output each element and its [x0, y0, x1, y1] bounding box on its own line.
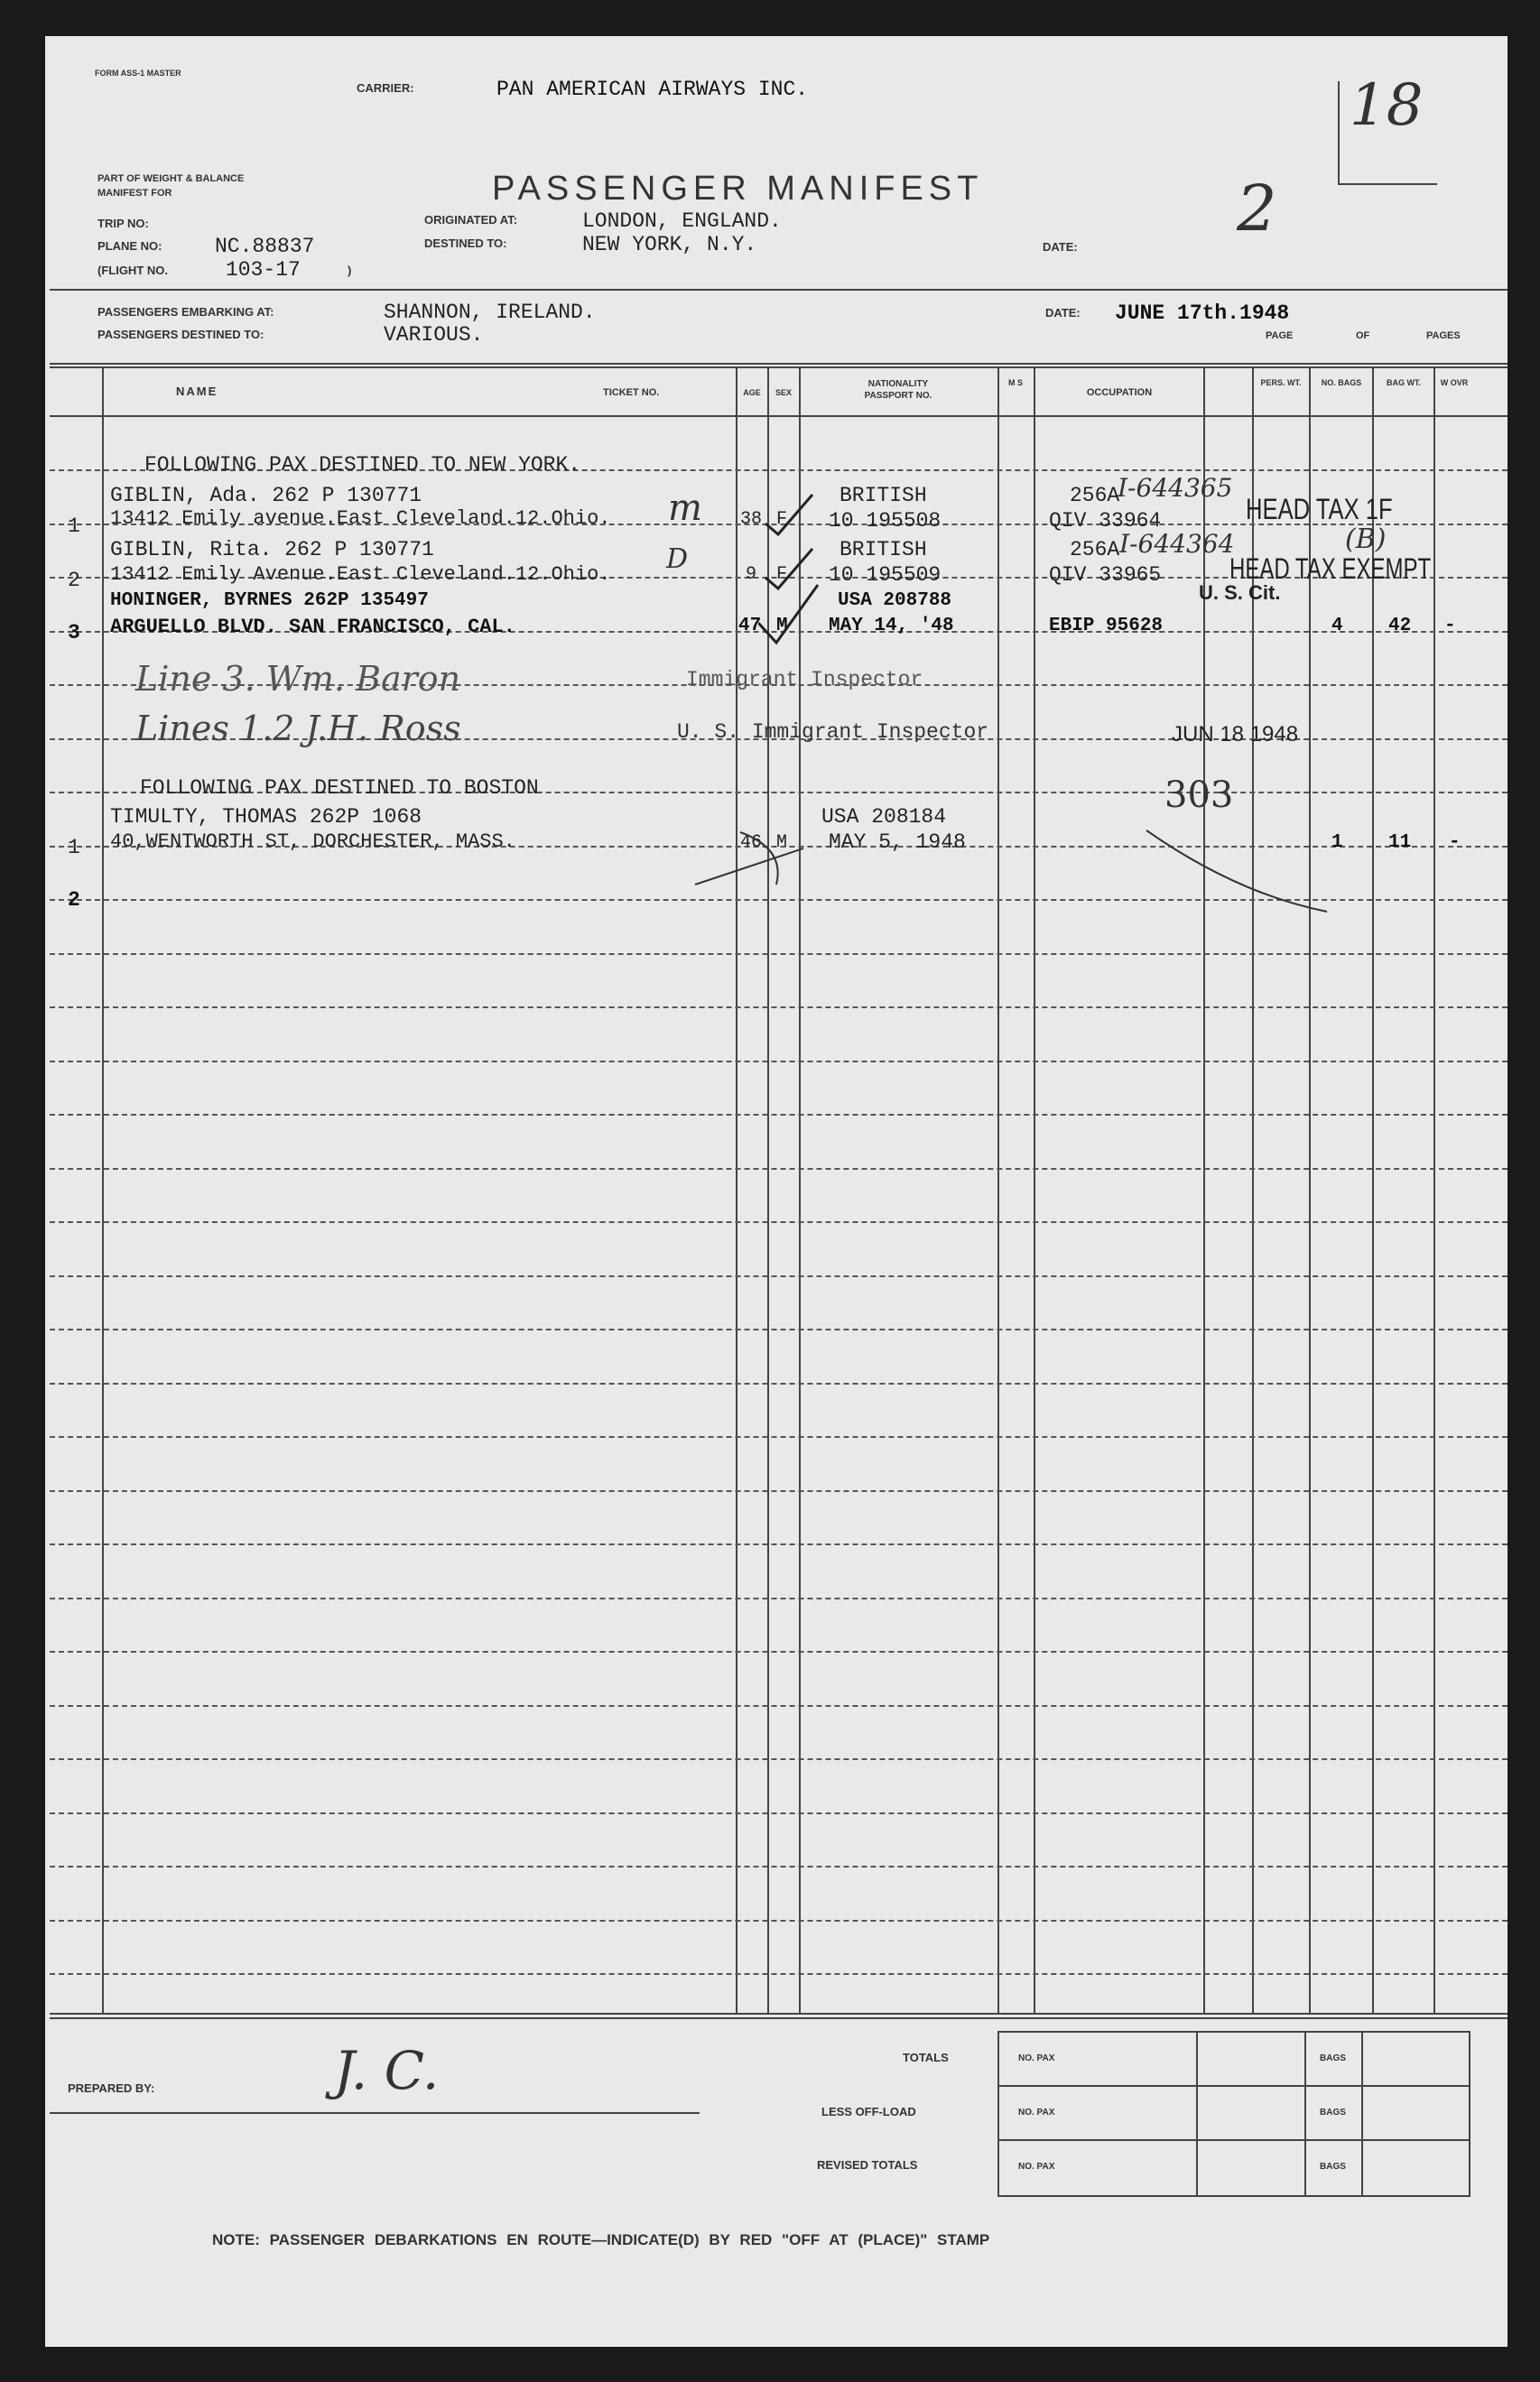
- col-header-sex: SEX: [775, 388, 792, 397]
- passenger-passport: 10 195508: [829, 509, 942, 533]
- passenger-sex: M: [776, 616, 788, 636]
- row-rule: [50, 1543, 1508, 1545]
- passenger-address: 40,WENTWORTH ST, DORCHESTER, MASS.: [110, 830, 515, 853]
- prepared-line: [50, 2112, 700, 2114]
- passenger-address: 13412 Emily avenue.East Cleveland.12.Ohio.: [110, 507, 611, 530]
- col-header-ms: M S: [1007, 378, 1023, 387]
- passenger-age: 46: [740, 832, 763, 853]
- col-header-passport: PASSPORT NO.: [864, 391, 932, 401]
- row-number: 1: [68, 514, 80, 538]
- row-rule: [50, 1275, 1508, 1277]
- col-line-occ: [1203, 366, 1205, 2013]
- plane-label: PLANE NO:: [97, 239, 162, 253]
- row-number: 3: [68, 621, 80, 644]
- row-number: 2: [68, 888, 80, 912]
- totals-box-rule: [997, 2139, 1469, 2141]
- strike-line: [695, 848, 803, 885]
- prepared-signature: J. C.: [334, 2040, 440, 2101]
- passenger-name-ticket: HONINGER, BYRNES 262P 135497: [110, 590, 429, 611]
- page-mark-2: 2: [1237, 171, 1277, 246]
- page-title: PASSENGER MANIFEST: [492, 170, 984, 208]
- inspector1-title: Immigrant Inspector: [686, 668, 923, 691]
- passenger-nationality: USA 208184: [821, 805, 947, 829]
- header-rule: [50, 289, 1508, 291]
- row-rule: [50, 1006, 1508, 1008]
- head-tax-note: (B): [1345, 524, 1387, 555]
- check-mark: [758, 585, 818, 643]
- row-rule: [50, 1490, 1508, 1492]
- embarking-value: SHANNON, IRELAND.: [384, 301, 596, 324]
- passenger-passport: MAY 5, 1948: [829, 830, 966, 854]
- head-tax-stamp: HEAD TAX 1F: [1246, 493, 1393, 525]
- form-number: FORM ASS-1 MASTER: [95, 69, 181, 78]
- inspection-date-stamp: JUN 18 1948: [1172, 722, 1299, 746]
- passenger-age: 9: [746, 564, 757, 585]
- revised-totals-label: REVISED TOTALS: [817, 2158, 918, 2172]
- row-rule: [50, 1866, 1508, 1868]
- col-line-ovr: [1433, 366, 1435, 2013]
- col-header-name: NAME: [176, 385, 218, 398]
- of-label: OF: [1356, 330, 1370, 341]
- check-mark: [765, 549, 812, 589]
- passenger-sex: F: [776, 509, 788, 530]
- no-pax-label: NO. PAX: [1018, 2053, 1055, 2063]
- occupation-handwritten: I-644364: [1119, 529, 1235, 559]
- page-mark-bracket-base: [1338, 183, 1437, 185]
- prepared-label: PREPARED BY:: [68, 2081, 155, 2095]
- inspector1-signature: Line 3. Wm. Baron: [135, 659, 461, 699]
- row-rule: [50, 1061, 1508, 1062]
- table-top-rule-2: [50, 366, 1508, 368]
- bags-label: BAGS: [1320, 2108, 1346, 2118]
- col-line-bagwt: [1372, 366, 1374, 2013]
- page-label: PAGE: [1266, 330, 1294, 341]
- occupation-code: 256A: [1070, 484, 1120, 507]
- col-header-no-bags: NO. BAGS: [1321, 378, 1362, 387]
- occupation-code: 256A: [1070, 538, 1120, 561]
- totals-box-divider: [1196, 2031, 1198, 2195]
- section-ny-heading: FOLLOWING PAX DESTINED TO NEW YORK.: [144, 453, 581, 477]
- carrier-label: CARRIER:: [357, 81, 414, 95]
- flight-label: (FLIGHT NO.: [97, 264, 168, 277]
- passenger-name-ticket: TIMULTY, THOMAS 262P 1068: [110, 805, 422, 829]
- strike-lines: [677, 794, 1363, 921]
- date-label: DATE:: [1043, 240, 1078, 254]
- boston-count-hand: 303: [1164, 774, 1234, 816]
- col-line-num: [102, 366, 104, 2013]
- page-mark-bracket: [1338, 81, 1340, 185]
- col-header-occupation: OCCUPATION: [1086, 387, 1153, 398]
- bags-label: BAGS: [1320, 2053, 1346, 2063]
- passenger-age: 47: [738, 616, 762, 636]
- carrier-value: PAN AMERICAN AIRWAYS INC.: [496, 78, 809, 101]
- row-rule: [50, 1598, 1508, 1599]
- passenger-passport: MAY 14, '48: [829, 616, 954, 636]
- destined-label: DESTINED TO:: [424, 236, 507, 250]
- no-pax-label: NO. PAX: [1018, 2108, 1055, 2118]
- mark-m: m: [668, 487, 702, 529]
- flight-value: 103-17: [226, 258, 301, 282]
- destined-pax-value: VARIOUS.: [384, 323, 484, 347]
- passenger-age: 38: [740, 509, 763, 530]
- col-line-pers: [1252, 366, 1254, 2013]
- table-top-rule: [50, 363, 1508, 365]
- row-rule: [50, 1329, 1508, 1330]
- date2-value: JUNE 17th.1948: [1115, 301, 1290, 325]
- head-tax-exempt-stamp: HEAD TAX EXEMPT: [1229, 552, 1432, 585]
- occupation-visa: EBIP 95628: [1049, 616, 1164, 636]
- row-rule: [50, 1920, 1508, 1922]
- bags-count: 4: [1331, 616, 1343, 636]
- embarking-label: PASSENGERS EMBARKING AT:: [97, 305, 274, 319]
- occupation-visa: QIV 33964: [1049, 509, 1162, 533]
- check-mark: [765, 495, 812, 534]
- destined-pax-label: PASSENGERS DESTINED TO:: [97, 328, 264, 341]
- occupation-handwritten: I-644365: [1118, 473, 1233, 503]
- passenger-sex: F: [776, 564, 788, 585]
- col-line-ticket: [736, 366, 738, 2013]
- plane-value: NC.88837: [215, 235, 315, 258]
- date2-label: DATE:: [1045, 306, 1081, 320]
- occupation-visa: QIV 33965: [1049, 563, 1162, 587]
- row-rule: [50, 1973, 1508, 1975]
- row-rule: [50, 1114, 1508, 1116]
- less-offload-label: LESS OFF-LOAD: [821, 2105, 916, 2118]
- row-rule: [50, 1168, 1508, 1170]
- passenger-nationality: BRITISH: [840, 538, 927, 561]
- col-header-pers-wt: PERS. WT.: [1260, 378, 1302, 387]
- inspector2-signature: Lines 1.2 J.H. Ross: [135, 709, 461, 748]
- originated-value: LONDON, ENGLAND.: [582, 209, 782, 233]
- part-of-label: PART OF WEIGHT & BALANCE: [97, 173, 245, 184]
- passenger-nationality: BRITISH: [840, 484, 927, 507]
- overweight: -: [1449, 832, 1461, 853]
- trip-label: TRIP NO:: [97, 217, 149, 230]
- bags-weight: 11: [1388, 832, 1412, 853]
- passenger-address: ARGUELLO BLVD. SAN FRANCISCO, CAL.: [110, 616, 515, 638]
- totals-box-rule: [997, 2085, 1469, 2087]
- passenger-passport: 10 195509: [829, 563, 942, 587]
- check-marks: [758, 487, 830, 677]
- passenger-name-ticket: GIBLIN, Rita. 262 P 130771: [110, 538, 434, 561]
- row-rule: [50, 1651, 1508, 1653]
- originated-label: ORIGINATED AT:: [424, 213, 518, 227]
- bags-count: 1: [1331, 832, 1343, 853]
- col-header-w-ovr: W OVR: [1440, 378, 1469, 387]
- row-number: 1: [68, 836, 80, 859]
- row-number: 2: [68, 569, 80, 592]
- table-bottom-rule: [50, 2013, 1508, 2015]
- col-line-nat: [997, 366, 999, 2013]
- col-header-bag-wt: BAG WT.: [1387, 378, 1421, 387]
- passenger-nationality: USA 208788: [838, 590, 952, 611]
- row-rule: [50, 1705, 1508, 1707]
- manifest-sheet: [45, 36, 1508, 2347]
- totals-label: TOTALS: [903, 2051, 949, 2064]
- row-rule: [50, 953, 1508, 955]
- flight-close: ): [348, 264, 352, 277]
- passenger-sex: M: [776, 832, 788, 853]
- col-header-nationality: NATIONALITY: [867, 379, 929, 389]
- page-mark: 18: [1350, 72, 1424, 139]
- col-line-ms: [1034, 366, 1035, 2013]
- col-line-bags: [1309, 366, 1311, 2013]
- bags-weight: 42: [1388, 616, 1412, 636]
- overweight: -: [1444, 616, 1456, 636]
- col-header-age: AGE: [743, 388, 761, 397]
- pages-label: PAGES: [1426, 330, 1461, 341]
- totals-box: [997, 2031, 1470, 2197]
- passenger-address: 13412 Emily Avenue.East Cleveland.12.Ohio.: [110, 563, 611, 586]
- row-rule: [50, 1383, 1508, 1385]
- table-header-rule: [50, 415, 1508, 417]
- inspector2-title: U. S. Immigrant Inspector: [677, 720, 989, 744]
- col-header-ticket: TICKET NO.: [603, 387, 660, 398]
- totals-rule: [50, 2017, 1508, 2019]
- us-cit-stamp: U. S. Cit.: [1199, 581, 1281, 604]
- row-rule: [50, 1758, 1508, 1760]
- totals-box-divider: [1361, 2031, 1363, 2195]
- debarkation-note: NOTE: PASSENGER DEBARKATIONS EN ROUTE—INDICATE(D) BY RED "OFF AT (PLACE)" STAMP: [212, 2231, 990, 2248]
- no-pax-label: NO. PAX: [1018, 2162, 1055, 2172]
- manifest-for-label: MANIFEST FOR: [97, 188, 172, 199]
- mark-d: D: [666, 543, 689, 575]
- row-rule: [50, 1436, 1508, 1438]
- row-rule: [50, 1221, 1508, 1223]
- totals-box-divider: [1304, 2031, 1306, 2195]
- bags-label: BAGS: [1320, 2162, 1346, 2172]
- strike-line: [1146, 830, 1327, 912]
- destined-value: NEW YORK, N.Y.: [582, 233, 757, 256]
- section-boston-heading: FOLLOWING PAX DESTINED TO BOSTON: [140, 776, 539, 800]
- passenger-name-ticket: GIBLIN, Ada. 262 P 130771: [110, 484, 422, 507]
- row-rule: [50, 1812, 1508, 1814]
